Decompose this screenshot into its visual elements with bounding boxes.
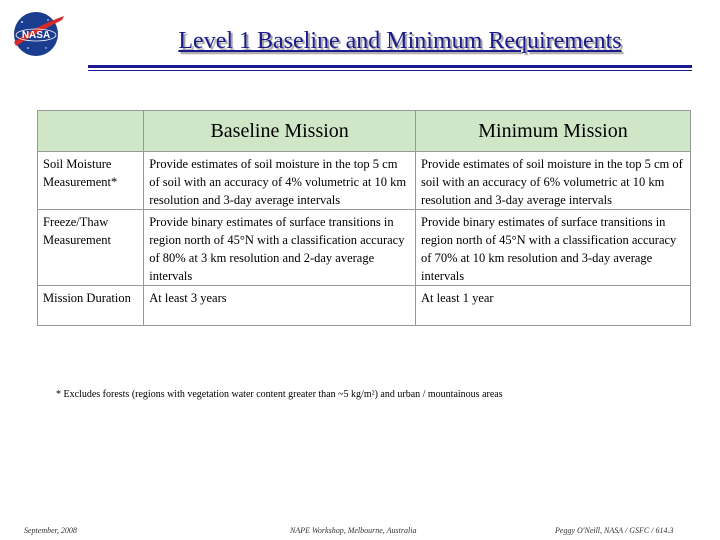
row-label: Soil Moisture Measurement* xyxy=(38,152,144,210)
minimum-cell: Provide estimates of soil moisture in the top 5 cm of soil with an accuracy of 6% volumetric at 10 km resolution and 3-day average intervals xyxy=(416,152,691,210)
baseline-cell: Provide estimates of soil moisture in the top 5 cm of soil with an accuracy of 4% volumetric at 10 km resolution and 3-day average intervals xyxy=(144,152,416,210)
table-row xyxy=(38,152,691,210)
header-baseline-mission: Baseline Mission xyxy=(144,111,416,152)
title-rule-thin xyxy=(88,70,692,71)
nasa-logo xyxy=(8,8,68,58)
footer-event: NAPE Workshop, Melbourne, Australia xyxy=(290,526,417,535)
row-label: Freeze/Thaw Measurement xyxy=(38,210,144,286)
footnote: * Excludes forests (regions with vegetation water content greater than ~5 kg/m²) and urban / mountainous areas xyxy=(56,389,503,400)
header-minimum-mission: Minimum Mission xyxy=(416,111,691,152)
table-header-row xyxy=(38,111,691,152)
nasa-logo-text: NASA xyxy=(21,30,51,41)
title-rule xyxy=(88,65,692,68)
baseline-cell: Provide binary estimates of surface transitions in region north of 45°N with a classification accuracy of 80% at 3 km resolution and 2-day average intervals xyxy=(144,210,416,286)
minimum-cell: At least 1 year xyxy=(416,286,691,326)
table-row xyxy=(38,286,691,326)
header-empty xyxy=(38,111,144,152)
minimum-cell: Provide binary estimates of surface transitions in region north of 45°N with a classification accuracy of 70% at 10 km resolution and 3-day average intervals xyxy=(416,210,691,286)
footer-author: Peggy O'Neill, NASA / GSFC / 614.3 xyxy=(555,526,674,535)
footer-date: September, 2008 xyxy=(24,526,77,535)
requirements-table xyxy=(37,110,691,326)
page-title: Level 1 Baseline and Minimum Requirements xyxy=(178,28,622,54)
table-row xyxy=(38,210,691,286)
baseline-cell: At least 3 years xyxy=(144,286,416,326)
row-label: Mission Duration xyxy=(38,286,144,326)
